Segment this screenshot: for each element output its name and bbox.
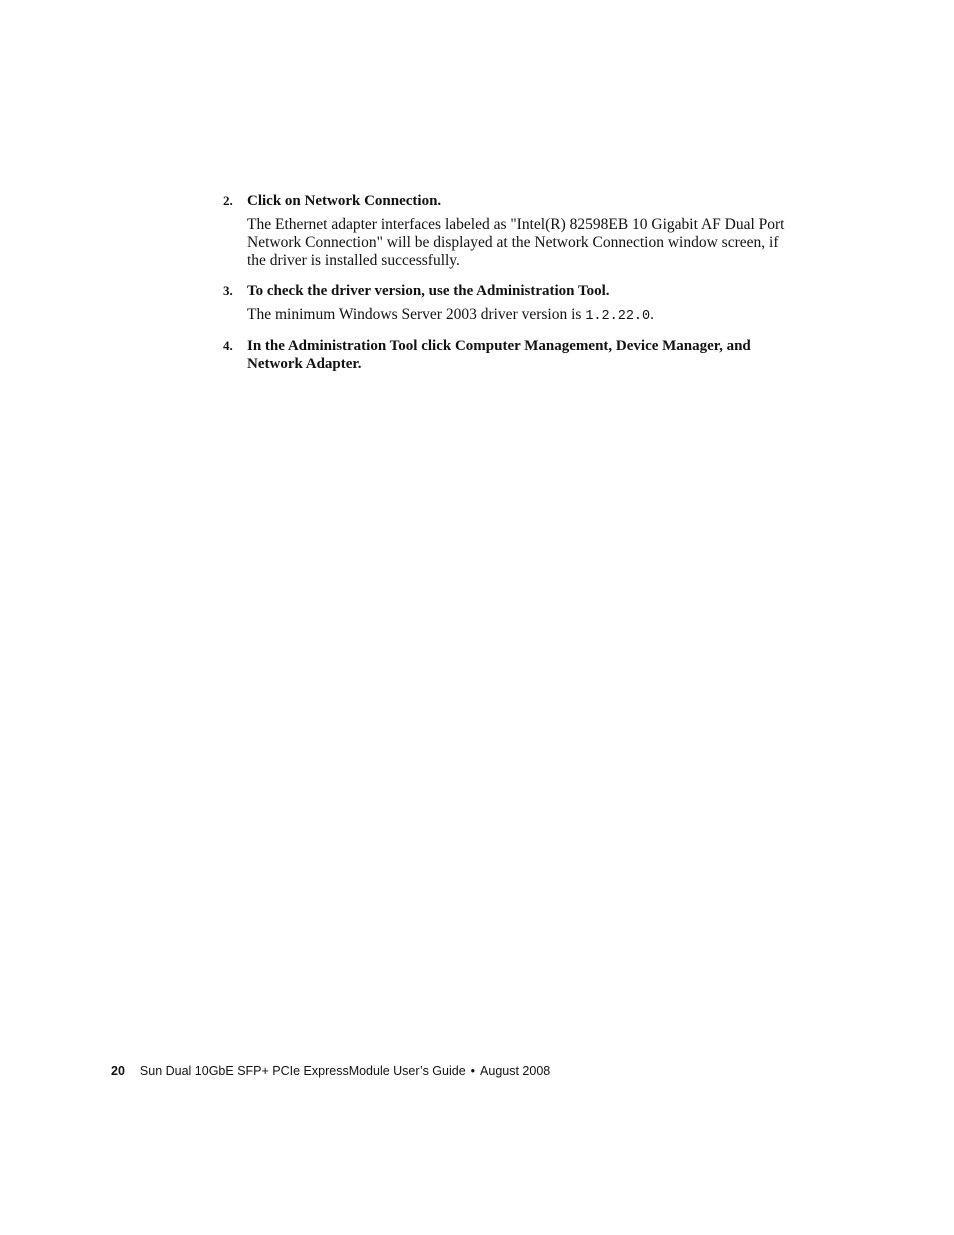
step-4 [223,337,793,373]
document-title: Sun Dual 10GbE SFP+ PCIe ExpressModule User’s Guide [139,1064,466,1078]
step-description [247,306,793,326]
step-title: Click on Network Connection. [247,193,442,209]
page-number: 20 [111,1064,125,1078]
step-number: 3. [223,283,233,298]
footer-separator: • [470,1064,476,1078]
description-end: . [650,306,655,323]
step-heading [223,337,793,373]
driver-version-code: 1.2.22.0 [585,309,651,324]
step-heading [223,282,793,300]
publication-date: August 2008 [480,1064,551,1078]
step-3 [223,282,793,326]
step-title: To check the driver version, use the Administration Tool. [247,283,610,299]
step-heading [223,192,793,210]
page-footer [111,1063,550,1079]
step-title: In the Administration Tool click Computer Management, Device Manager, and Network Adapter. [247,338,751,372]
step-number: 2. [223,193,233,208]
step-description: The Ethernet adapter interfaces labeled as "Intel(R) 82598EB 10 Gigabit AF Dual Port Network Connection" will be displayed at the Network Connection window screen, if the driver is installed successfully. [247,216,785,269]
step-2 [223,192,793,270]
step-number: 4. [223,338,233,353]
description-text: The minimum Windows Server 2003 driver version is [247,306,586,323]
